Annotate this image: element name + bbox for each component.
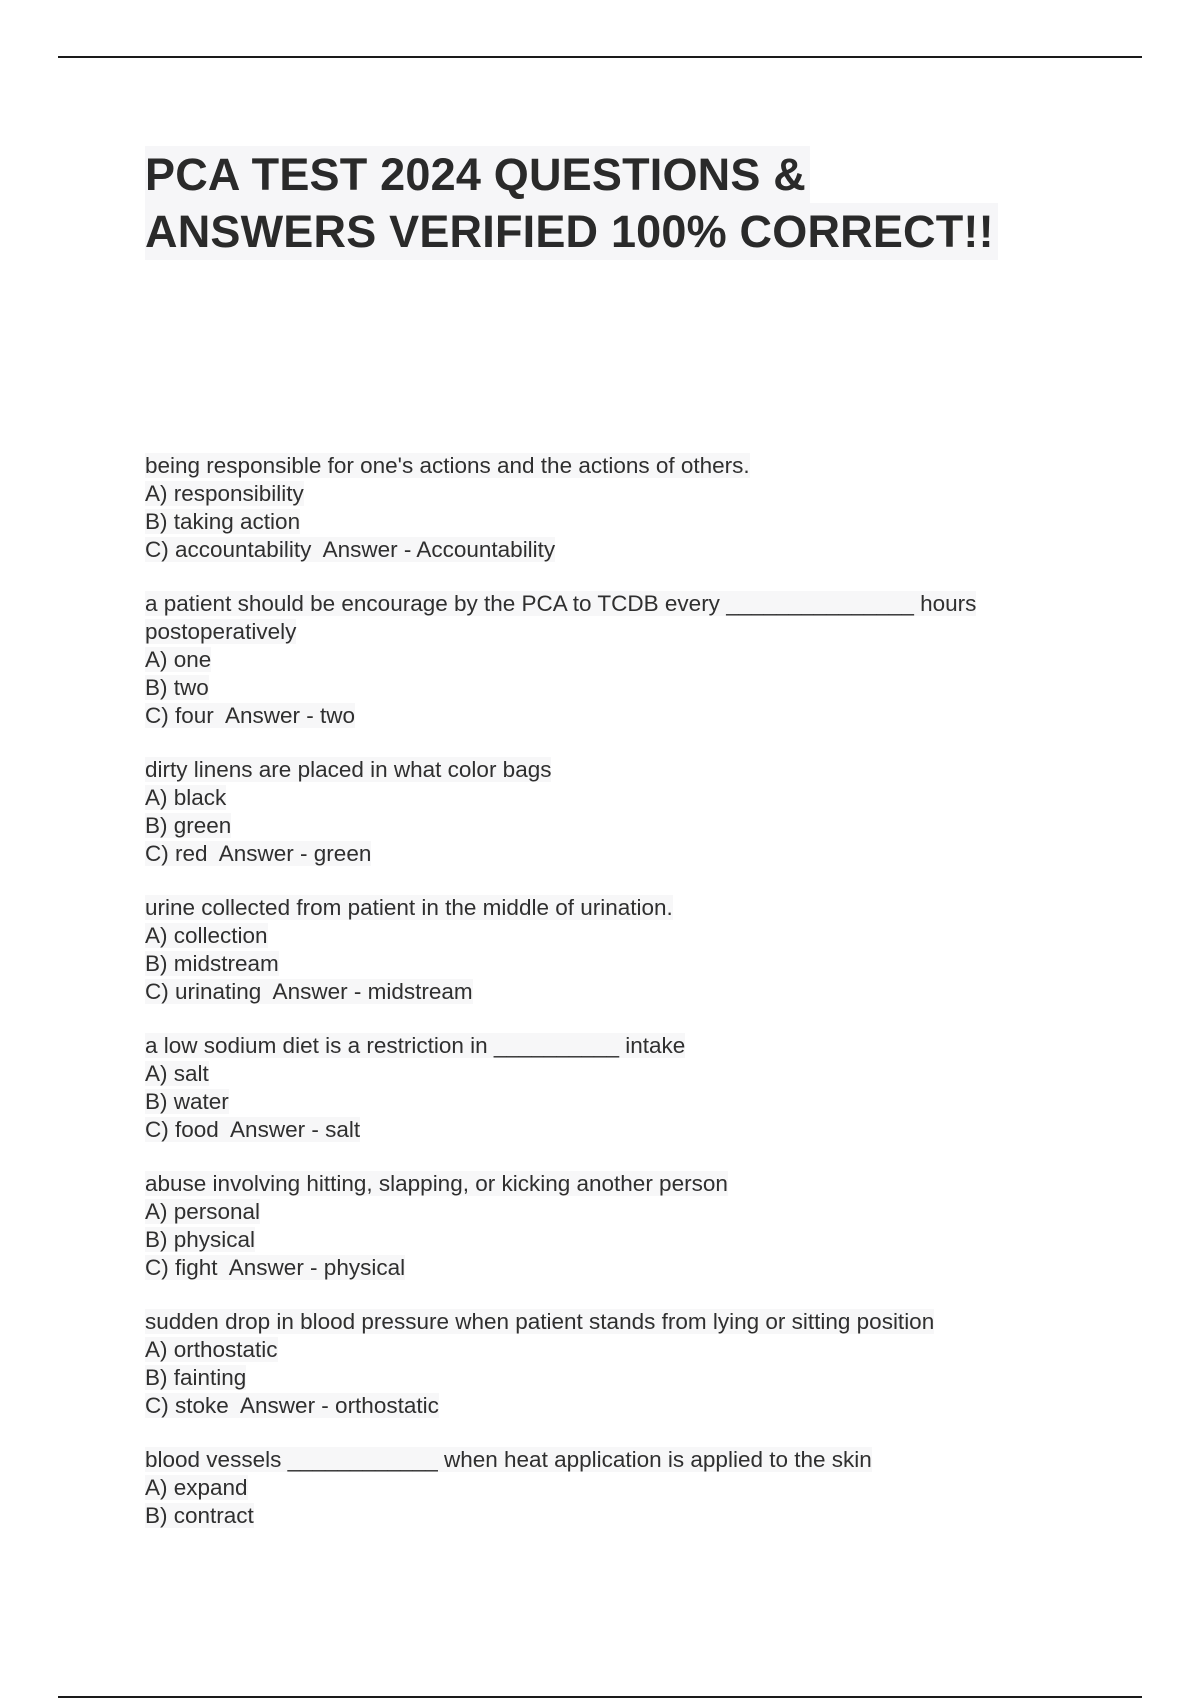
- question-7: [145, 1308, 1075, 1420]
- question-text: a patient should be encourage by the PCA to TCDB every _______________ hours: [145, 591, 977, 616]
- question-text: blood vessels ____________ when heat application is applied to the skin: [145, 1447, 872, 1472]
- question-6: [145, 1170, 1075, 1282]
- question-text: dirty linens are placed in what color bags: [145, 757, 552, 782]
- option-b: B) physical: [145, 1227, 256, 1252]
- question-5: [145, 1032, 1075, 1144]
- option-a: A) one: [145, 647, 212, 672]
- question-text: a low sodium diet is a restriction in __________ intake: [145, 1033, 686, 1058]
- option-b: B) fainting: [145, 1365, 247, 1390]
- document-title: [145, 146, 1055, 260]
- option-c-answer: C) red Answer - green: [145, 841, 372, 866]
- title-line-2: ANSWERS VERIFIED 100% CORRECT!!: [145, 203, 998, 260]
- title-line-1: PCA TEST 2024 QUESTIONS &: [145, 146, 810, 203]
- question-1: [145, 452, 1075, 564]
- option-a: A) expand: [145, 1475, 248, 1500]
- option-b: B) green: [145, 813, 232, 838]
- option-b: B) midstream: [145, 951, 279, 976]
- question-text: being responsible for one's actions and the actions of others.: [145, 453, 750, 478]
- option-c-answer: C) four Answer - two: [145, 703, 356, 728]
- option-c-answer: C) fight Answer - physical: [145, 1255, 406, 1280]
- option-a: A) collection: [145, 923, 268, 948]
- option-b: B) taking action: [145, 509, 301, 534]
- option-a: A) personal: [145, 1199, 261, 1224]
- option-c-answer: C) urinating Answer - midstream: [145, 979, 473, 1004]
- option-c-answer: C) accountability Answer - Accountability: [145, 537, 556, 562]
- question-3: [145, 756, 1075, 868]
- option-b: B) two: [145, 675, 209, 700]
- top-divider: [58, 56, 1142, 58]
- question-text: urine collected from patient in the middle of urination.: [145, 895, 673, 920]
- bottom-divider: [58, 1696, 1142, 1698]
- option-c-answer: C) food Answer - salt: [145, 1117, 361, 1142]
- question-8: [145, 1446, 1075, 1530]
- question-text: abuse involving hitting, slapping, or kicking another person: [145, 1171, 728, 1196]
- option-a: A) responsibility: [145, 481, 304, 506]
- option-b: B) contract: [145, 1503, 254, 1528]
- question-text-continued: postoperatively: [145, 619, 297, 644]
- option-c-answer: C) stoke Answer - orthostatic: [145, 1393, 439, 1418]
- question-text: sudden drop in blood pressure when patient stands from lying or sitting position: [145, 1309, 935, 1334]
- option-a: A) orthostatic: [145, 1337, 278, 1362]
- question-list: [145, 452, 1075, 1556]
- option-a: A) black: [145, 785, 227, 810]
- question-2: [145, 590, 1075, 730]
- question-4: [145, 894, 1075, 1006]
- option-a: A) salt: [145, 1061, 209, 1086]
- option-b: B) water: [145, 1089, 229, 1114]
